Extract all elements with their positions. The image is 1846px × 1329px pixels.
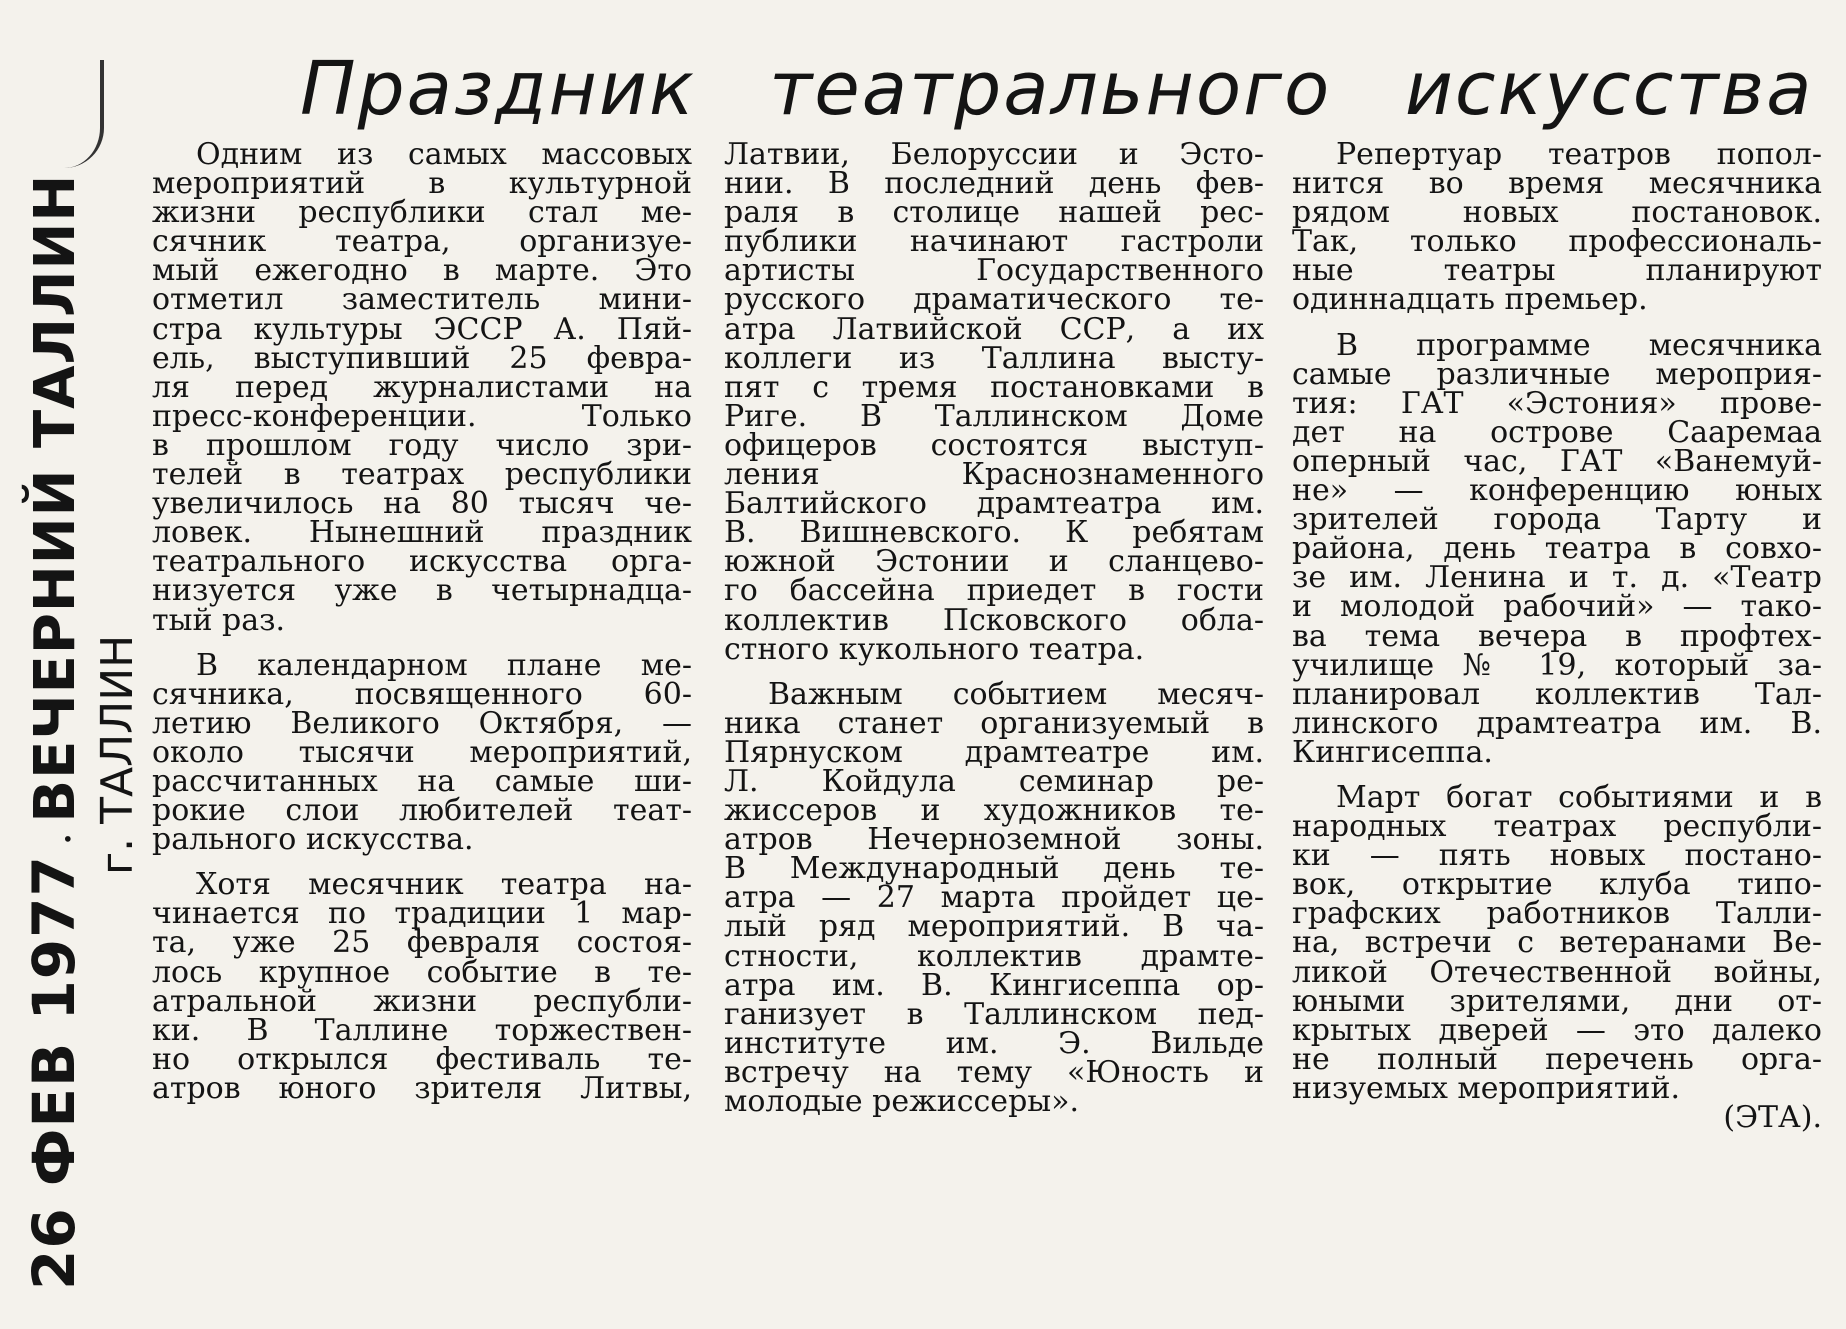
text-line: оперный час, ГАТ «Ванемуй-	[1292, 443, 1822, 479]
text-line: не» — конференцию юных	[1292, 473, 1822, 509]
text-line: публики начинают гастроли	[724, 224, 1264, 260]
text-line: училище № 19, который за-	[1292, 647, 1822, 683]
text-line: Л. Койдула семинар ре-	[724, 763, 1264, 799]
text-line: летию Великого Октября, —	[152, 705, 692, 741]
text-line: стного кукольного театра.	[724, 631, 1145, 667]
text-line: Хотя месячник театра на-	[196, 867, 692, 903]
source-stamp	[20, 173, 143, 1290]
text-line: нии. В последний день фев-	[724, 166, 1264, 202]
text-line: встречу на тему «Юность и	[724, 1054, 1264, 1090]
text-line: Пярнуском драмтеатре им.	[724, 734, 1264, 770]
text-line: коллектив Псковского обла-	[724, 602, 1264, 638]
text-line: атральной жизни республи-	[152, 983, 692, 1019]
text-line: линского драмтеатра им. В.	[1292, 705, 1822, 741]
text-line: рокие слои любителей теат-	[152, 793, 692, 829]
text-line: Кингисеппа.	[1292, 734, 1493, 770]
text-line: самые различные мероприя-	[1292, 356, 1822, 392]
text-line: тый раз.	[152, 602, 285, 638]
text-line: района, день театра в совхо-	[1292, 531, 1822, 567]
text-line: планировал коллектив Тал-	[1292, 676, 1822, 712]
text-line: зрителей города Тарту и	[1292, 502, 1822, 538]
stamp-bullet: •	[59, 833, 78, 844]
text-line: В программе месячника	[1336, 327, 1822, 363]
text-line: крытых дверей — это далеко	[1292, 1012, 1822, 1048]
text-line: ки — пять новых постано-	[1292, 838, 1822, 874]
text-line: ва тема вечера в профтех-	[1292, 618, 1822, 654]
text-line: В. Вишневского. К ребятам	[724, 515, 1264, 551]
text-line: тия: ГАТ «Эстония» прове-	[1292, 385, 1822, 421]
text-line: ель, выступивший 25 февра-	[152, 340, 692, 376]
text-line: южной Эстонии и сланцево-	[724, 544, 1264, 580]
text-line: атра им. В. Кингисеппа ор-	[724, 967, 1264, 1003]
text-line: театрального искусства орга-	[152, 544, 692, 580]
article-headline: Праздник театрального искусства	[300, 46, 1814, 132]
text-line: ганизует в Таллинском пед-	[724, 996, 1264, 1032]
paragraph	[152, 137, 692, 638]
attribution: (ЭТА).	[1723, 1100, 1822, 1135]
text-line: лый ряд мероприятий. В ча-	[724, 909, 1264, 945]
article-column-1	[152, 137, 692, 1119]
text-line: Репертуар театров попол-	[1336, 137, 1822, 172]
text-line: зе им. Ленина и т. д. «Театр	[1292, 560, 1822, 596]
text-line: народных театрах республи-	[1292, 809, 1822, 845]
text-line: графских работников Талли-	[1292, 896, 1822, 932]
text-line: пресс-конференции. Только	[152, 398, 692, 434]
text-line: пят с тремя постановками в	[724, 369, 1264, 405]
stamp-source: ВЕЧЕРНИЙ ТАЛЛИН	[23, 173, 88, 823]
text-line: Так, только профессиональ-	[1292, 224, 1822, 260]
text-line: коллеги из Таллина высту-	[724, 340, 1264, 376]
text-line: ки. В Таллине торжествен-	[152, 1012, 692, 1048]
text-line: Риге. В Таллинском Доме	[724, 398, 1264, 434]
text-line: рассчитанных на самые ши-	[152, 763, 692, 799]
text-line: атра Латвийской ССР, а их	[724, 311, 1264, 347]
clipping-edge-mark	[62, 60, 104, 168]
text-line: около тысячи мероприятий,	[152, 734, 692, 770]
article-column-3	[1292, 137, 1822, 1148]
text-line: ловек. Нынешний праздник	[152, 515, 692, 551]
stamp-city: г. ТАЛЛИН	[92, 634, 143, 875]
text-line: дет на острове Сааремаа	[1292, 414, 1822, 450]
text-line: го бассейна приедет в гости	[724, 573, 1264, 609]
text-line: телей в театрах республики	[152, 457, 692, 493]
text-line: юными зрителями, дни от-	[1292, 983, 1822, 1019]
text-line: рального искусства.	[152, 822, 474, 858]
text-line: низуемых мероприятий.	[1292, 1070, 1681, 1106]
text-line: увеличилось на 80 тысяч че-	[152, 486, 692, 522]
text-line: артисты Государственного	[724, 253, 1264, 289]
paragraph	[152, 647, 692, 858]
text-line: В календарном плане ме-	[196, 647, 692, 683]
text-line: молодые режиссеры».	[724, 1084, 1080, 1119]
text-line: русского драматического те-	[724, 282, 1264, 318]
text-line: Балтийского драмтеатра им.	[724, 486, 1264, 522]
text-line: жизни республики стал ме-	[152, 195, 692, 231]
text-line: рядом новых постановок.	[1292, 195, 1822, 231]
text-line: ные театры планируют	[1292, 253, 1822, 289]
paragraph	[724, 137, 1264, 667]
text-line: раля в столице нашей рес-	[724, 195, 1264, 231]
text-line: Важным событием месяч-	[768, 676, 1264, 712]
article-column-2	[724, 137, 1264, 1132]
paragraph	[1292, 779, 1822, 1135]
text-line: лось крупное событие в те-	[152, 954, 692, 990]
text-line: сячник театра, организуе-	[152, 224, 692, 260]
text-line: атров Нечерноземной зоны.	[724, 822, 1264, 858]
text-line: ника станет организуемый в	[724, 705, 1264, 741]
text-line: Одним из самых массовых	[196, 137, 692, 172]
text-line: Латвии, Белоруссии и Эсто-	[724, 137, 1264, 172]
paragraph	[724, 676, 1264, 1119]
text-line: офицеров состоятся выступ-	[724, 427, 1264, 463]
text-line: но открылся фестиваль те-	[152, 1041, 692, 1077]
text-line: сячника, посвященного 60-	[152, 676, 692, 712]
text-line: и молодой рабочий» — тако-	[1292, 589, 1822, 625]
text-line: на, встречи с ветеранами Ве-	[1292, 925, 1822, 961]
text-line: чинается по традиции 1 мар-	[152, 896, 692, 932]
text-line: не полный перечень орга-	[1292, 1041, 1822, 1077]
text-line: та, уже 25 февраля состоя-	[152, 925, 692, 961]
text-line: отметил заместитель мини-	[152, 282, 692, 318]
text-line: атров юного зрителя Литвы,	[152, 1070, 692, 1106]
text-line: одиннадцать премьер.	[1292, 282, 1648, 318]
text-line: В Международный день те-	[724, 851, 1264, 887]
text-line: ления Краснознаменного	[724, 457, 1264, 493]
paragraph	[152, 867, 692, 1106]
text-line: мый ежегодно в марте. Это	[152, 253, 692, 289]
text-line: в прошлом году число зри-	[152, 427, 692, 463]
text-line: атра — 27 марта пройдет це-	[724, 880, 1264, 916]
text-line: низуется уже в четырнадца-	[152, 573, 692, 609]
paragraph	[1292, 327, 1822, 770]
text-line: стности, коллектив драмте-	[724, 938, 1264, 974]
paragraph	[1292, 137, 1822, 318]
text-line: институте им. Э. Вильде	[724, 1025, 1264, 1061]
text-line: мероприятий в культурной	[152, 166, 692, 202]
stamp-date: 26 ФЕВ 1977	[20, 855, 88, 1290]
text-line: стра культуры ЭССР А. Пяй-	[152, 311, 692, 347]
text-line: жиссеров и художников те-	[724, 793, 1264, 829]
text-line: нится во время месячника	[1292, 166, 1822, 202]
text-line: ликой Отечественной войны,	[1292, 954, 1822, 990]
text-line: Март богат событиями и в	[1336, 779, 1822, 815]
text-line: ля перед журналистами на	[152, 369, 692, 405]
text-line: вок, открытие клуба типо-	[1292, 867, 1822, 903]
